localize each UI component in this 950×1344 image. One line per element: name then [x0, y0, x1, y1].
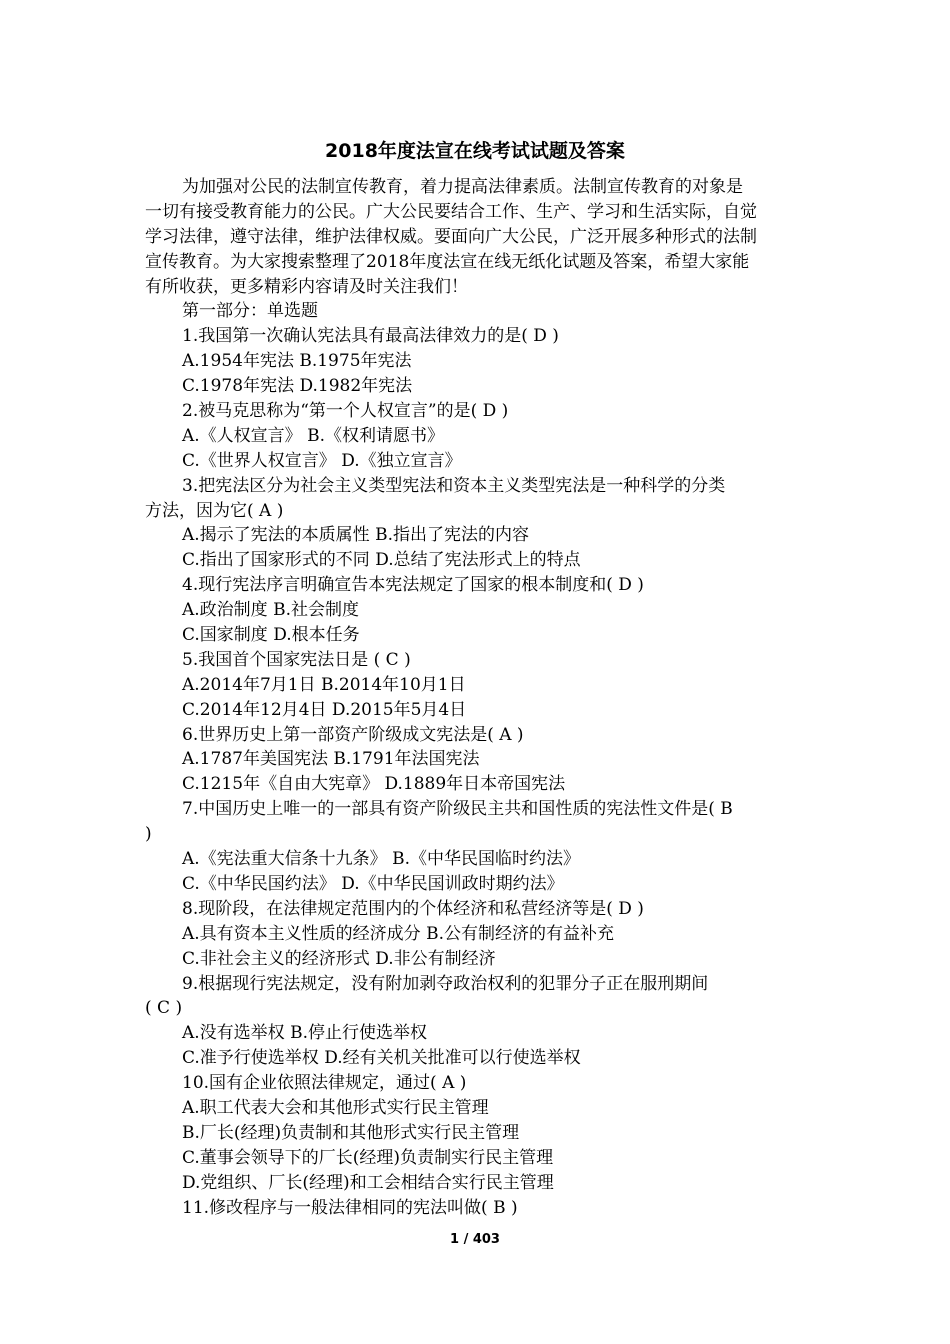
text-line: C.国家制度 D.根本任务 — [182, 625, 360, 646]
text-line: A.2014年7月1日 B.2014年10月1日 — [182, 674, 466, 695]
text-line: 8.现阶段，在法律规定范围内的个体经济和私营经济等是( D ) — [182, 898, 644, 919]
text-line: C.董事会领导下的厂长(经理)负责制实行民主管理 — [182, 1147, 554, 1168]
text-line: 11.修改程序与一般法律相同的宪法叫做( B ) — [182, 1197, 518, 1218]
text-line: A.《宪法重大信条十九条》 B.《中华民国临时约法》 — [182, 849, 580, 870]
text-line: C.《世界人权宣言》 D.《独立宣言》 — [182, 450, 462, 471]
text-line: 4.现行宪法序言明确宣告本宪法规定了国家的根本制度和( D ) — [182, 575, 644, 596]
text-line: C.指出了国家形式的不同 D.总结了宪法形式上的特点 — [182, 550, 581, 571]
text-line: 为加强对公民的法制宣传教育，着力提高法律素质。法制宣传教育的对象是 — [182, 177, 743, 197]
text-line: 2.被马克思称为“第一个人权宣言”的是( D ) — [182, 401, 509, 422]
text-line: ( C ) — [145, 998, 183, 1019]
text-line: 6.世界历史上第一部资产阶级成文宪法是( A ) — [182, 724, 524, 745]
text-line: C.准予行使选举权 D.经有关机关批准可以行使选举权 — [182, 1048, 581, 1069]
text-line: A.1787年美国宪法 B.1791年法国宪法 — [182, 749, 480, 770]
text-line: 9.根据现行宪法规定，没有附加剥夺政治权利的犯罪分子正在服刑期间 — [182, 973, 709, 994]
text-line: A.没有选举权 B.停止行使选举权 — [182, 1023, 427, 1044]
text-line: C.1215年《自由大宪章》 D.1889年日本帝国宪法 — [182, 774, 566, 795]
text-line: 方法，因为它( A ) — [145, 500, 284, 521]
text-line: ) — [145, 824, 152, 845]
text-line: C.非社会主义的经济形式 D.非公有制经济 — [182, 948, 496, 969]
text-line: 第一部分：单选题 — [182, 301, 318, 322]
text-line: 一切有接受教育能力的公民。广大公民要结合工作、生产、学习和生活实际，自觉 — [145, 201, 757, 222]
text-line: A.政治制度 B.社会制度 — [182, 600, 359, 621]
page-number: 1 / 403 — [450, 1232, 500, 1247]
text-line: D.党组织、厂长(经理)和工会相结合实行民主管理 — [182, 1172, 554, 1193]
text-line: 7.中国历史上唯一的一部具有资产阶级民主共和国性质的宪法性文件是( B — [182, 799, 733, 820]
text-line: C.2014年12月4日 D.2015年5月4日 — [182, 699, 467, 720]
document-title: 2018年度法宣在线考试试题及答案 — [325, 140, 625, 162]
text-line: A.职工代表大会和其他形式实行民主管理 — [182, 1097, 489, 1118]
text-line: 5.我国首个国家宪法日是 ( C ) — [182, 649, 411, 670]
text-line: A.揭示了宪法的本质属性 B.指出了宪法的内容 — [182, 525, 529, 546]
text-line: 有所收获，更多精彩内容请及时关注我们！ — [145, 276, 468, 297]
text-line: 3.把宪法区分为社会主义类型宪法和资本主义类型宪法是一种科学的分类 — [182, 475, 726, 496]
text-line: 1.我国第一次确认宪法具有最高法律效力的是( D ) — [182, 326, 559, 347]
text-line: A.《人权宣言》 B.《权利请愿书》 — [182, 425, 444, 446]
text-line: 学习法律，遵守法律，维护法律权威。要面向广大公民，广泛开展多种形式的法制 — [145, 226, 757, 247]
text-line: B.厂长(经理)负责制和其他形式实行民主管理 — [182, 1122, 520, 1143]
text-line: C.1978年宪法 D.1982年宪法 — [182, 376, 413, 397]
text-line: 10.国有企业依照法律规定，通过( A ) — [182, 1073, 467, 1094]
document-body — [145, 175, 813, 1220]
text-line: 宣传教育。为大家搜索整理了2018年度法宣在线无纸化试题及答案，希望大家能 — [145, 251, 750, 272]
text-line: A.具有资本主义性质的经济成分 B.公有制经济的有益补充 — [182, 923, 614, 944]
text-line: A.1954年宪法 B.1975年宪法 — [182, 351, 412, 372]
text-line: C.《中华民国约法》 D.《中华民国训政时期约法》 — [182, 873, 564, 894]
